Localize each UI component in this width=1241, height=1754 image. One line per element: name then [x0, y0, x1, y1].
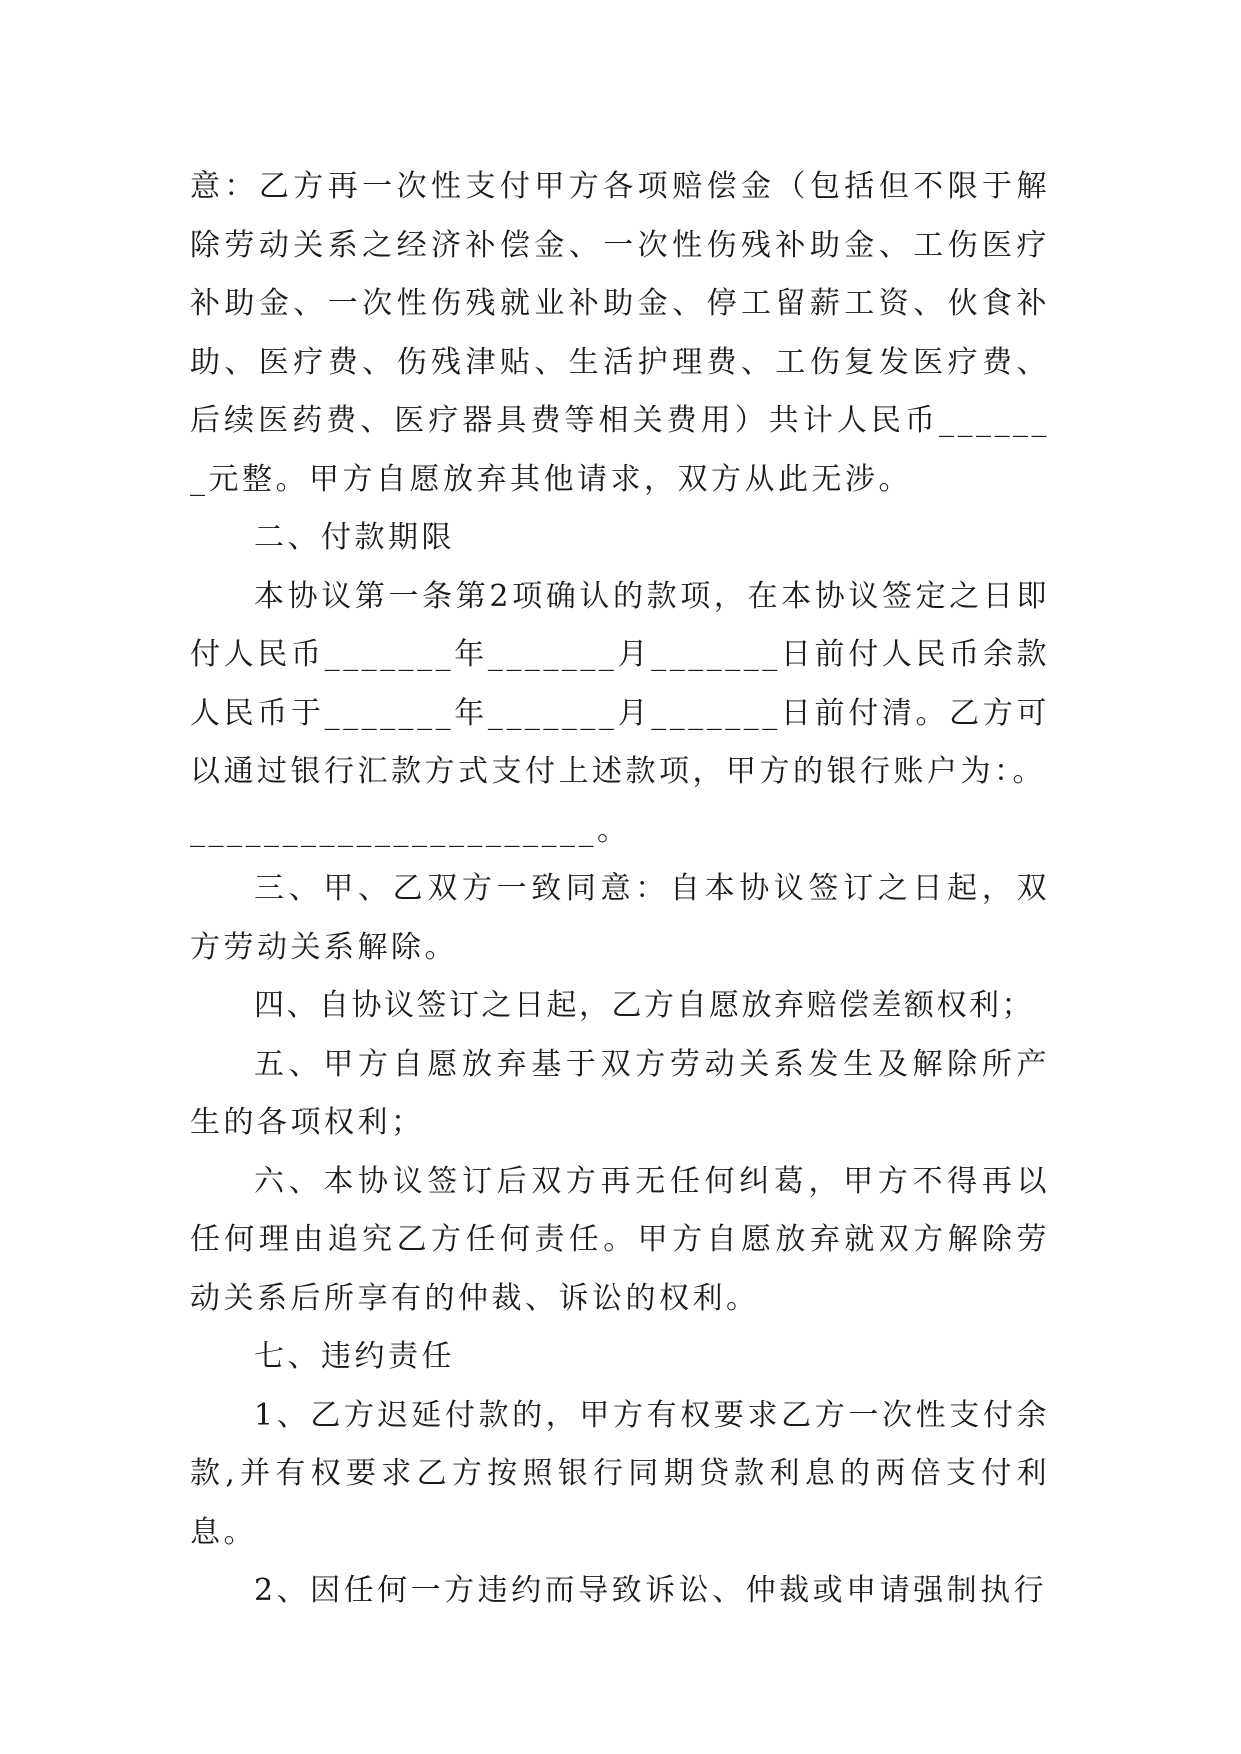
paragraph-bank-account-blank: ______________________。 [190, 812, 631, 848]
heading-payment-term: 二、付款期限 [254, 520, 455, 555]
clause-five: 五、甲方自愿放弃基于双方劳动关系发生及解除所产生的各项权利； [190, 1046, 1050, 1140]
breach-item-1: 1、乙方迟延付款的，甲方有权要求乙方一次性支付余款,并有权要求乙方按照银行同期贷款利息的两倍支付利息。 [190, 1397, 1050, 1550]
paragraph-compensation: 意：乙方再一次性支付甲方各项赔偿金（包括但不限于解除劳动关系之经济补偿金、一次性伤残补助金、工伤医疗补助金、一次性伤残就业补助金、停工留薪工资、伙食补助、医疗费、伤残津贴、生活护理费、工伤复发医疗费、后续医药费、医疗器具费等相关费用）共计人民币_______元整。甲方自愿放弃其他请求，双方从此无涉。 [190, 169, 1050, 497]
clause-six: 六、本协议签订后双方再无任何纠葛，甲方不得再以任何理由追究乙方任何责任。甲方自愿放弃就双方解除劳动关系后所享有的仲裁、诉讼的权利。 [190, 1163, 1050, 1316]
document-body [190, 158, 1050, 1621]
clause-three: 三、甲、乙双方一致同意：自本协议签订之日起，双方劳动关系解除。 [190, 871, 1050, 965]
breach-item-2: 2、因任何一方违约而导致诉讼、仲裁或申请强制执行 [254, 1573, 1048, 1608]
clause-four: 四、自协议签订之日起，乙方自愿放弃赔偿差额权利； [254, 988, 1034, 1023]
paragraph-payment-schedule: 本协议第一条第2项确认的款项，在本协议签定之日即付人民币_______年_______月_______日前付人民币余款人民币于_______年_______月_______日前付清。乙方可以通过银行汇款方式支付上述款项，甲方的银行账户为：。 [190, 578, 1050, 789]
heading-breach-liability: 七、违约责任 [254, 1339, 455, 1374]
